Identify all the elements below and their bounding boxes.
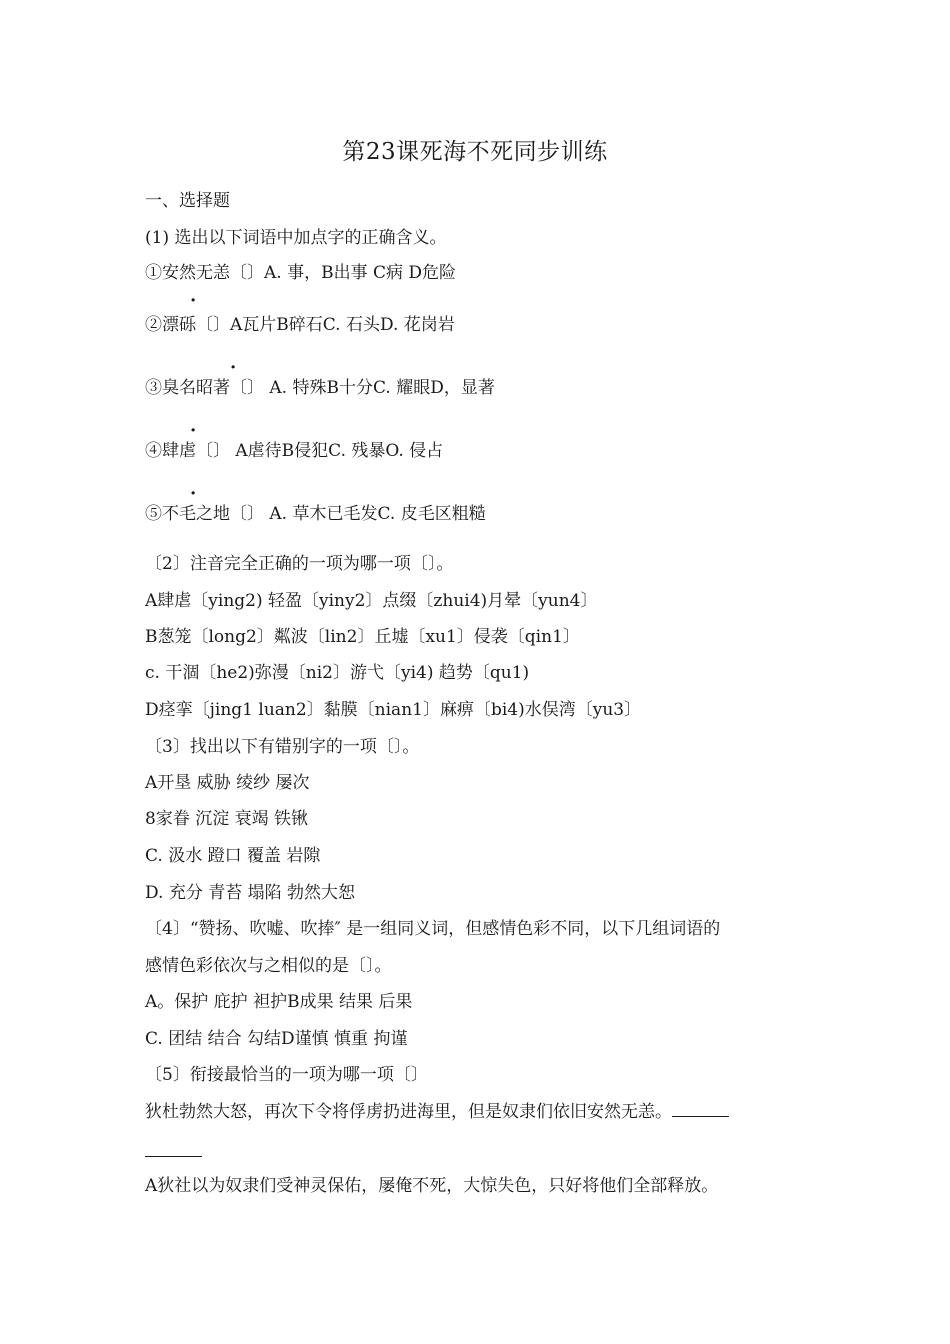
answer-blank bbox=[672, 1102, 729, 1117]
section-heading: 一、选择题 bbox=[145, 191, 230, 211]
q1-item-5: ⑤不毛之地〔〕 A. 草木已毛发C. 皮毛区粗糙 bbox=[145, 504, 486, 524]
q1-item-1: ①安然无恙〔〕A. 事，B出事 C病 D危险 bbox=[145, 263, 457, 283]
q2-option-a: A肆虐〔ying2) 轻盈〔yiny2〕点缀〔zhui4)月晕〔yun4〕 bbox=[145, 591, 598, 611]
q3-option-b: 8家眷 沉淀 衰竭 铁锹 bbox=[145, 809, 309, 829]
q3-option-a: A开垦 威胁 绫纱 屡次 bbox=[145, 773, 310, 793]
q2-option-b: B葱笼〔long2〕粼波〔lin2〕丘墟〔xu1〕侵袭〔qin1〕 bbox=[145, 627, 580, 647]
q2-prompt: 〔2〕注音完全正确的一项为哪一项〔〕。 bbox=[145, 554, 454, 574]
emphasis-dot: · bbox=[190, 290, 197, 311]
q2-option-c: c. 干涸〔he2)弥漫〔ni2〕游弋〔yi4) 趋势〔qu1) bbox=[145, 663, 530, 683]
q5-passage: 狄杜勃然大怒，再次下令将俘虏扔进海里，但是奴隶们依旧安然无恙。 bbox=[145, 1102, 672, 1122]
emphasis-dot: · bbox=[230, 357, 237, 378]
q1-prompt: (1) 选出以下词语中加点字的正确含义。 bbox=[145, 228, 447, 248]
q4-prompt-line1: 〔4〕“赞扬、吹嘘、吹捧″ 是一组同义词，但感情色彩不同，以下几组词语的 bbox=[145, 919, 721, 939]
q2-option-d: D痉挛〔jing1 luan2〕黏膜〔nian1〕麻痹〔bi4)水俣湾〔yu3〕 bbox=[145, 700, 642, 720]
q3-prompt: 〔3〕找出以下有错别字的一项〔〕。 bbox=[145, 737, 420, 757]
emphasis-dot: · bbox=[190, 483, 197, 504]
q1-item-3: ③臭名昭著〔〕 A. 特殊B十分C. 耀眼D，显著 bbox=[145, 378, 495, 398]
q3-option-d: D. 充分 青苔 塌陷 勃然大恕 bbox=[145, 883, 356, 903]
emphasis-dot: · bbox=[190, 420, 197, 441]
q4-option-cd: C. 团结 结合 勾结D谨慎 慎重 拘谨 bbox=[145, 1029, 408, 1049]
q3-option-c: C. 汲水 蹬口 覆盖 岩隙 bbox=[145, 846, 321, 866]
q5-prompt: 〔5〕衔接最恰当的一项为哪一项〔〕 bbox=[145, 1065, 428, 1085]
answer-blank-continued bbox=[145, 1156, 202, 1157]
q1-item-4: ④肆虐〔〕 A虐待B侵犯C. 残暴O. 侵占 bbox=[145, 441, 444, 461]
page-title: 第23课死海不死同步训练 bbox=[342, 139, 608, 165]
q1-item-2: ②漂砾〔〕A瓦片B碎石C. 石头D. 花岗岩 bbox=[145, 315, 455, 335]
q5-option-a: A狄社以为奴隶们受神灵保佑，屡俺不死，大惊失色，只好将他们全部释放。 bbox=[145, 1176, 719, 1196]
q5-passage-line bbox=[145, 1101, 729, 1123]
q4-option-ab: A。保护 庇护 袒护B成果 结果 后果 bbox=[145, 992, 413, 1012]
q4-prompt-line2: 感情色彩依次与之相似的是〔〕。 bbox=[145, 956, 392, 976]
